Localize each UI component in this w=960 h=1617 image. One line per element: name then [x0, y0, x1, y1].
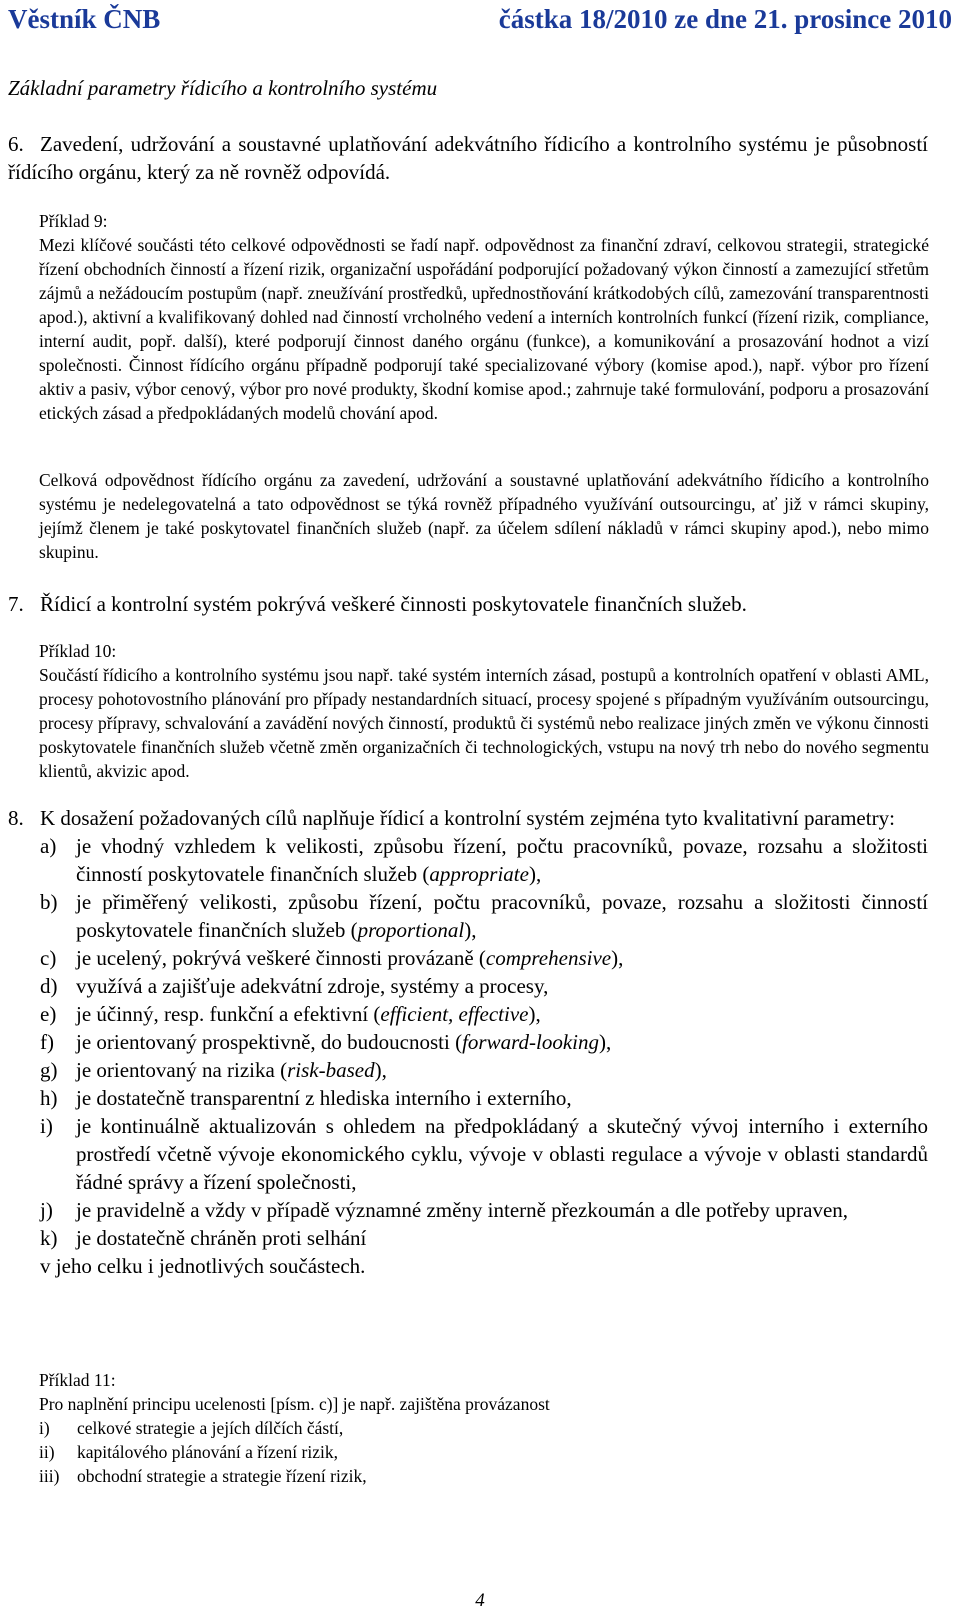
- example-11-item-text: celkové strategie a jejích dílčích částí,: [77, 1418, 344, 1438]
- criteria-item: [40, 1000, 928, 1028]
- criteria-item-text-main: využívá a zajišťuje adekvátní zdroje, systémy a procesy,: [76, 974, 549, 998]
- criteria-item-text-end: ),: [528, 1002, 541, 1026]
- item-6-text: Zavedení, udržování a soustavné uplatňování adekvátního řídicího a kontrolního systému je působností řídícího orgánu, který za ně rovněž odpovídá.: [8, 132, 928, 184]
- item-8-criteria-list: [8, 832, 928, 1252]
- criteria-item-text: [76, 1056, 928, 1084]
- criteria-item: [40, 1084, 928, 1112]
- criteria-item: [40, 832, 928, 888]
- criteria-item-english-term: efficient, effective: [380, 1002, 529, 1026]
- journal-title: Věstník ČNB: [8, 4, 161, 34]
- criteria-item-text-main: je pravidelně a vždy v případě významné změny interně přezkoumán a dle potřeby upraven,: [76, 1198, 849, 1222]
- criteria-item-text-main: je kontinuálně aktualizován s ohledem na předpokládaný a skutečný vývoj interního i externího prostředí včetně vývoje ekonomického cyklu, vývoje v oblasti regulace a vývoje v oblasti standardů řádné správy a řízení společnosti,: [76, 1114, 928, 1194]
- example-9-paragraph-2: Celková odpovědnost řídícího orgánu za zavedení, udržování a soustavné uplatňování adekvátního řídicího a kontrolního systému je nedelegovatelná a tato odpovědnost se týká rovněž případného využívání outsourcingu, ať již v rámci skupiny, jejímž členem je také poskytovatel finančních služeb (např. za účelem sdílení nákladů v rámci skupiny apod.), nebo mimo skupinu.: [39, 470, 929, 562]
- criteria-item-marker: k): [40, 1226, 58, 1250]
- criteria-item: [40, 1224, 928, 1252]
- example-11-item-text: kapitálového plánování a řízení rizik,: [77, 1442, 338, 1462]
- item-7-number: 7.: [8, 592, 24, 616]
- criteria-item-text: [76, 1028, 928, 1056]
- criteria-item-marker: j): [40, 1198, 53, 1222]
- criteria-item: [40, 1196, 928, 1224]
- example-11-title: Příklad 11:: [39, 1370, 116, 1390]
- item-8-number: 8.: [8, 806, 24, 830]
- criteria-item-english-term: risk-based: [287, 1058, 375, 1082]
- criteria-item-marker: g): [40, 1058, 58, 1082]
- criteria-item-text: [76, 1196, 928, 1224]
- item-8-closing: v jeho celku i jednotlivých součástech.: [40, 1254, 366, 1278]
- criteria-item-text-end: ),: [374, 1058, 387, 1082]
- item-6-number: 6.: [8, 132, 24, 156]
- example-10-title: Příklad 10:: [39, 641, 117, 661]
- criteria-item-marker: d): [40, 974, 58, 998]
- item-7: [8, 590, 928, 618]
- example-11-item-marker: ii): [39, 1442, 55, 1462]
- criteria-item-marker: b): [40, 890, 58, 914]
- criteria-item: [40, 972, 928, 1000]
- criteria-item-text-main: je dostatečně chráněn proti selhání: [76, 1226, 367, 1250]
- example-11-intro: Pro naplnění principu ucelenosti [písm. c)] je např. zajištěna provázanost: [39, 1394, 550, 1414]
- criteria-item-english-term: forward-looking: [462, 1030, 599, 1054]
- criteria-item-text: [76, 832, 928, 888]
- criteria-item-text-main: je orientovaný prospektivně, do budoucnosti (: [76, 1030, 463, 1054]
- issue-date: částka 18/2010 ze dne 21. prosince 2010: [498, 4, 952, 34]
- example-11-item: [39, 1416, 929, 1440]
- criteria-item-text: [76, 888, 928, 944]
- criteria-item-english-term: comprehensive: [485, 946, 612, 970]
- example-11-item-text: obchodní strategie a strategie řízení rizik,: [77, 1466, 367, 1486]
- item-8-intro: K dosažení požadovaných cílů naplňuje řídicí a kontrolní systém zejména tyto kvalitativní parametry:: [40, 806, 895, 830]
- criteria-item: [40, 888, 928, 944]
- example-11-item-marker: i): [39, 1418, 50, 1438]
- item-8: [8, 804, 928, 1280]
- item-7-text: Řídicí a kontrolní systém pokrývá veškeré činnosti poskytovatele finančních služeb.: [40, 592, 747, 616]
- example-9-title: Příklad 9:: [39, 211, 108, 231]
- example-11-list: [39, 1416, 929, 1488]
- criteria-item-text-end: ),: [611, 946, 624, 970]
- criteria-item-text-end: ),: [528, 862, 542, 886]
- criteria-item-text: [76, 944, 928, 972]
- criteria-item-text-main: je přiměřený velikosti, způsobu řízení, počtu pracovníků, povaze, rozsahu a složitosti činností poskytovatele finančních služeb (: [76, 890, 928, 942]
- criteria-item: [40, 944, 928, 972]
- criteria-item-marker: c): [40, 946, 57, 970]
- page-header: [8, 4, 952, 35]
- example-11-item-marker: iii): [39, 1466, 60, 1486]
- criteria-item: [40, 1112, 928, 1196]
- criteria-item-text: [76, 1224, 928, 1252]
- criteria-item-text-end: ),: [464, 918, 477, 942]
- page-number: 4: [475, 1590, 485, 1611]
- criteria-item-text: [76, 972, 928, 1000]
- criteria-item-text-main: je účinný, resp. funkční a efektivní (: [76, 1002, 381, 1026]
- example-9-paragraph-1: Mezi klíčové součásti této celkové odpovědnosti se řadí např. odpovědnost za finanční zdraví, celkovou strategii, strategické řízení obchodních činností a řízení rizik, organizační uspořádání podporující požadovaný výkon činností a zamezující střetům zájmů a nežádoucím postupům (např. zneužívání prostředků, upřednostňování krátkodobých cílů, zamezování transparentnosti apod.), aktivní a kvalifikovaný dohled nad činností vrcholného vedení a interních kontrolních funkcí (řízení rizik, compliance, interní audit, popř. další), které podporují činnost daného orgánu (funkce), a komunikování a prosazování hodnot a vizí společnosti. Činnost řídícího orgánu případně podporují také specializované výbory (komise apod.), např. výbor pro řízení aktiv a pasiv, výbor cenový, výbor pro nové produkty, škodní komise apod.; zahrnuje také formulování, podporu a prosazování etických zásad a předpokládaných modelů chování apod.: [39, 235, 929, 423]
- criteria-item-text: [76, 1112, 928, 1196]
- criteria-item: [40, 1028, 928, 1056]
- criteria-item-marker: i): [40, 1114, 53, 1138]
- criteria-item-english-term: appropriate: [429, 862, 529, 886]
- criteria-item: [40, 1056, 928, 1084]
- criteria-item-english-term: proportional: [357, 918, 465, 942]
- criteria-item-text-main: je vhodný vzhledem k velikosti, způsobu řízení, počtu pracovníků, povaze, rozsahu a složitosti činností poskytovatele finančních služeb (: [76, 834, 928, 886]
- section-title: Základní parametry řídicího a kontrolního systému: [8, 76, 438, 100]
- criteria-item-text: [76, 1084, 928, 1112]
- example-11-item: [39, 1464, 929, 1488]
- criteria-item-marker: h): [40, 1086, 58, 1110]
- criteria-item-text-main: je dostatečně transparentní z hlediska interního i externího,: [76, 1086, 572, 1110]
- criteria-item-marker: f): [40, 1030, 54, 1054]
- example-11-item: [39, 1440, 929, 1464]
- example-10-text: Součástí řídicího a kontrolního systému jsou např. také systém interních zásad, postupů a kontrolních opatření v oblasti AML, procesy pohotovostního plánování pro případy nestandardních situací, procesy spojené s případným využíváním outsourcingu, procesy přípravy, schvalování a zavádění nových činností, produktů či systémů nebo realizace jiných změn ve výkonu činnosti poskytovatele finančních služeb včetně změn organizačních či technologických, vstupu na nový trh nebo do nového segmentu klientů, akvizic apod.: [39, 665, 929, 781]
- criteria-item-text: [76, 1000, 928, 1028]
- item-6: [8, 130, 928, 186]
- criteria-item-text-main: je orientovaný na rizika (: [76, 1058, 288, 1082]
- criteria-item-marker: e): [40, 1002, 57, 1026]
- criteria-item-text-end: ),: [598, 1030, 612, 1054]
- criteria-item-text-main: je ucelený, pokrývá veškeré činnosti provázaně (: [76, 946, 486, 970]
- criteria-item-marker: a): [40, 834, 57, 858]
